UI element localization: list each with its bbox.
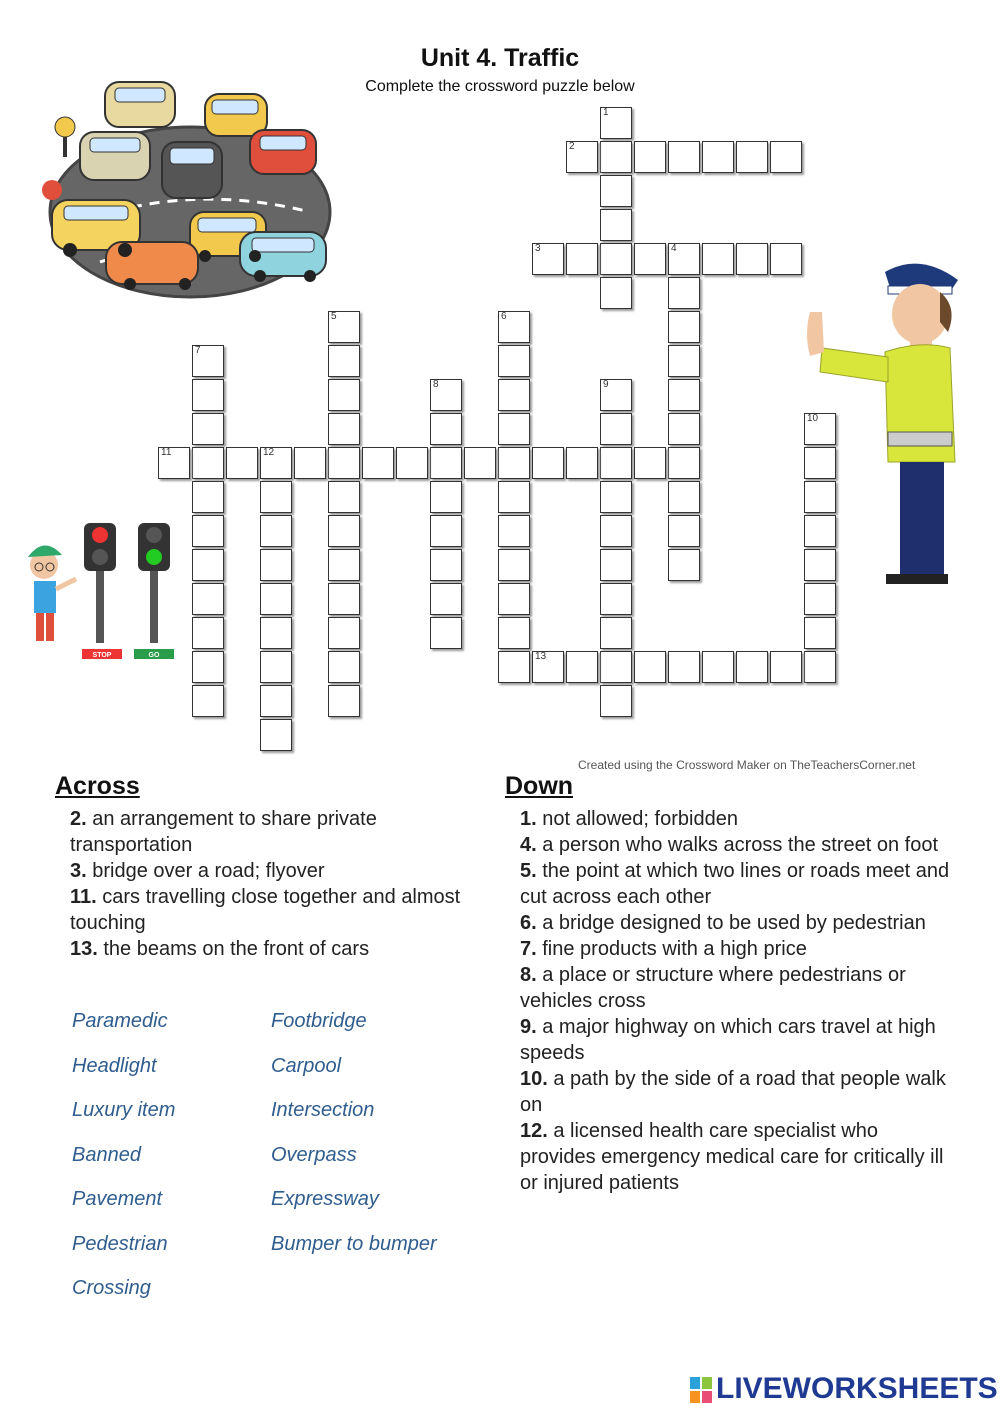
crossword-cell-input[interactable] — [329, 312, 359, 342]
liveworksheets-mark-icon — [690, 1377, 712, 1403]
crossword-cell[interactable] — [260, 549, 292, 581]
crossword-cell-input[interactable] — [431, 448, 461, 478]
crossword-cell-input[interactable] — [737, 142, 767, 172]
word-bank-item: Crossing — [72, 1277, 151, 1299]
crossword-cell-input[interactable] — [499, 516, 529, 546]
crossword-cell[interactable] — [600, 413, 632, 445]
word-bank-item: Bumper to bumper — [271, 1232, 437, 1255]
traffic-jam-illustration — [40, 62, 340, 302]
crossword-cell[interactable] — [158, 447, 190, 479]
crossword-cell[interactable] — [328, 583, 360, 615]
crossword-cell[interactable] — [430, 549, 462, 581]
crossword-cell[interactable] — [192, 379, 224, 411]
crossword-cell-input[interactable] — [805, 618, 835, 648]
clue-number: 13. — [70, 938, 98, 960]
crossword-cell-input[interactable] — [261, 686, 291, 716]
clue-number: 10. — [520, 1068, 548, 1090]
crossword-cell[interactable] — [362, 447, 394, 479]
down-clues — [520, 806, 950, 1196]
crossword-cell-input[interactable] — [669, 142, 699, 172]
crossword-cell-input[interactable] — [737, 652, 767, 682]
down-clue — [520, 936, 950, 962]
crossword-cell-input[interactable] — [635, 448, 665, 478]
crossword-cell-input[interactable] — [329, 584, 359, 614]
crossword-cell[interactable] — [668, 243, 700, 275]
crossword-cell-input[interactable] — [669, 244, 699, 274]
crossword-cell-number: 5 — [331, 311, 337, 322]
crossword-cell[interactable] — [328, 447, 360, 479]
crossword-cell-input[interactable] — [329, 516, 359, 546]
crossword-cell[interactable] — [192, 617, 224, 649]
crossword-cell[interactable] — [600, 481, 632, 513]
crossword-cell-input[interactable] — [601, 210, 631, 240]
crossword-cell-input[interactable] — [669, 346, 699, 376]
crossword-cell[interactable] — [498, 651, 530, 683]
crossword-cell-input[interactable] — [601, 686, 631, 716]
crossword-cell-input[interactable] — [261, 584, 291, 614]
crossword-cell[interactable] — [498, 515, 530, 547]
clue-text: fine products with a high price — [536, 938, 807, 960]
crossword-cell-input[interactable] — [431, 482, 461, 512]
crossword-cell-input[interactable] — [193, 618, 223, 648]
clue-number: 9. — [520, 1016, 537, 1038]
crossword-cell-input[interactable] — [567, 448, 597, 478]
clue-text: a person who walks across the street on foot — [536, 834, 939, 856]
crossword-cell[interactable] — [668, 379, 700, 411]
crossword-cell[interactable] — [498, 379, 530, 411]
crossword-cell-input[interactable] — [431, 516, 461, 546]
page-subtitle: Complete the crossword puzzle below — [365, 78, 635, 95]
crossword-cell-input[interactable] — [431, 550, 461, 580]
crossword-cell-input[interactable] — [499, 652, 529, 682]
word-bank-item: Pedestrian — [72, 1232, 168, 1255]
crossword-cell[interactable] — [736, 651, 768, 683]
crossword-cell-input[interactable] — [601, 380, 631, 410]
crossword-cell[interactable] — [430, 515, 462, 547]
crossword-cell[interactable] — [192, 345, 224, 377]
crossword-cell-input[interactable] — [669, 482, 699, 512]
crossword-cell[interactable] — [668, 311, 700, 343]
crossword-cell-input[interactable] — [397, 448, 427, 478]
crossword-cell[interactable] — [192, 413, 224, 445]
crossword-cell[interactable] — [328, 345, 360, 377]
crossword-cell[interactable] — [498, 617, 530, 649]
page-title: Unit 4. Traffic — [420, 44, 580, 72]
crossword-cell[interactable] — [600, 447, 632, 479]
crossword-cell-input[interactable] — [499, 550, 529, 580]
crossword-cell[interactable] — [192, 685, 224, 717]
crossword-cell[interactable] — [498, 549, 530, 581]
crossword-cell-input[interactable] — [567, 652, 597, 682]
clue-number: 12. — [520, 1120, 548, 1142]
clue-number: 7. — [520, 938, 537, 960]
crossword-cell-number: 7 — [195, 345, 201, 356]
crossword-cell[interactable] — [192, 583, 224, 615]
crossword-cell-input[interactable] — [329, 482, 359, 512]
crossword-cell-input[interactable] — [669, 550, 699, 580]
crossword-cell-input[interactable] — [329, 448, 359, 478]
crossword-cell-input[interactable] — [499, 584, 529, 614]
crossword-cell-input[interactable] — [261, 482, 291, 512]
crossword-cell[interactable] — [600, 515, 632, 547]
crossword-cell-input[interactable] — [193, 686, 223, 716]
crossword-cell-input[interactable] — [193, 448, 223, 478]
crossword-cell-input[interactable] — [533, 652, 563, 682]
clue-text: an arrangement to share private transportation — [70, 808, 377, 856]
crossword-cell[interactable] — [226, 447, 258, 479]
boy-traffic-lights-illustration — [24, 515, 184, 665]
crossword-cell-input[interactable] — [431, 380, 461, 410]
crossword-cell-input[interactable] — [431, 584, 461, 614]
crossword-cell-input[interactable] — [771, 652, 801, 682]
crossword-cell-input[interactable] — [193, 652, 223, 682]
down-clue — [520, 806, 950, 832]
crossword-cell-number: 12 — [263, 447, 275, 458]
crossword-cell-input[interactable] — [329, 618, 359, 648]
crossword-cell-input[interactable] — [261, 618, 291, 648]
crossword-cell-input[interactable] — [703, 244, 733, 274]
crossword-cell-input[interactable] — [703, 142, 733, 172]
word-bank-item: Banned — [72, 1143, 141, 1166]
word-bank-item: Carpool — [271, 1054, 342, 1077]
clue-text: a place or structure where pedestrians or vehicles cross — [520, 964, 906, 1012]
clue-number: 5. — [520, 860, 537, 882]
down-clue — [520, 1118, 950, 1196]
crossword-cell[interactable] — [566, 651, 598, 683]
crossword-cell-input[interactable] — [193, 482, 223, 512]
crossword-cell-input[interactable] — [329, 346, 359, 376]
across-clue — [70, 858, 470, 884]
across-clues — [70, 806, 470, 962]
crossword-cell-input[interactable] — [533, 448, 563, 478]
word-bank-item: Expressway — [271, 1188, 379, 1210]
crossword-cell-input[interactable] — [669, 652, 699, 682]
crossword-cell[interactable] — [328, 549, 360, 581]
crossword-cell[interactable] — [532, 651, 564, 683]
crossword-cell[interactable] — [668, 345, 700, 377]
crossword-cell[interactable] — [328, 379, 360, 411]
down-clue — [520, 1014, 950, 1066]
crossword-cell-input[interactable] — [669, 414, 699, 444]
crossword-cell[interactable] — [600, 277, 632, 309]
crossword-cell[interactable] — [430, 617, 462, 649]
crossword-cell[interactable] — [702, 141, 734, 173]
crossword-cell-input[interactable] — [669, 278, 699, 308]
clue-text: bridge over a road; flyover — [86, 860, 325, 882]
crossword-cell[interactable] — [498, 311, 530, 343]
crossword-cell[interactable] — [668, 515, 700, 547]
crossword-cell[interactable] — [600, 651, 632, 683]
down-clue — [520, 910, 950, 936]
crossword-cell[interactable] — [430, 583, 462, 615]
crossword-cell[interactable] — [328, 651, 360, 683]
clue-number: 1. — [520, 808, 537, 830]
crossword-cell[interactable] — [600, 617, 632, 649]
crossword-cell[interactable] — [634, 243, 666, 275]
crossword-cell-input[interactable] — [805, 652, 835, 682]
crossword-cell-number: 13 — [535, 651, 547, 662]
crossword-cell[interactable] — [600, 583, 632, 615]
crossword-cell-input[interactable] — [499, 448, 529, 478]
crossword-cell[interactable] — [770, 651, 802, 683]
crossword-cell[interactable] — [702, 243, 734, 275]
crossword-cell[interactable] — [566, 141, 598, 173]
crossword-cell-input[interactable] — [601, 618, 631, 648]
crossword-cell-input[interactable] — [363, 448, 393, 478]
clue-text: the point at which two lines or roads meet and cut across each other — [520, 860, 950, 908]
crossword-cell-input[interactable] — [703, 652, 733, 682]
crossword-cell-input[interactable] — [261, 720, 291, 750]
crossword-cell[interactable] — [634, 141, 666, 173]
crossword-cell-input[interactable] — [499, 618, 529, 648]
crossword-cell[interactable] — [328, 311, 360, 343]
crossword-cell[interactable] — [328, 481, 360, 513]
crossword-cell[interactable] — [260, 685, 292, 717]
crossword-cell[interactable] — [192, 447, 224, 479]
crossword-cell-input[interactable] — [635, 652, 665, 682]
crossword-cell[interactable] — [566, 447, 598, 479]
down-clue — [520, 1066, 950, 1118]
crossword-cell[interactable] — [668, 277, 700, 309]
crossword-cell-input[interactable] — [601, 516, 631, 546]
crossword-cell[interactable] — [600, 209, 632, 241]
crossword-cell-input[interactable] — [329, 686, 359, 716]
crossword-cell-input[interactable] — [601, 550, 631, 580]
crossword-cell-input[interactable] — [329, 652, 359, 682]
crossword-cell-input[interactable] — [295, 448, 325, 478]
logo-text: LIVEWORKSHEETS — [716, 1372, 998, 1405]
crossword-cell-input[interactable] — [499, 482, 529, 512]
crossword-cell-input[interactable] — [601, 108, 631, 138]
clue-number: 2. — [70, 808, 87, 830]
crossword-cell[interactable] — [702, 651, 734, 683]
crossword-cell[interactable] — [328, 617, 360, 649]
crossword-cell[interactable] — [770, 141, 802, 173]
crossword-cell-number: 8 — [433, 379, 439, 390]
crossword-cell[interactable] — [736, 141, 768, 173]
crossword-cell[interactable] — [328, 685, 360, 717]
crossword-cell[interactable] — [668, 447, 700, 479]
clue-number: 11. — [70, 886, 97, 908]
crossword-cell-input[interactable] — [193, 346, 223, 376]
crossword-cell[interactable] — [260, 515, 292, 547]
word-bank-item: Pavement — [72, 1188, 163, 1210]
liveworksheets-logo — [690, 1372, 998, 1406]
crossword-cell-input[interactable] — [669, 448, 699, 478]
crossword-cell-input[interactable] — [601, 584, 631, 614]
crossword-cell-input[interactable] — [159, 448, 189, 478]
crossword-cell-input[interactable] — [601, 414, 631, 444]
clue-text: a major highway on which cars travel at high speeds — [520, 1016, 936, 1064]
crossword-cell-input[interactable] — [601, 448, 631, 478]
down-clue — [520, 858, 950, 910]
crossword-cell-input[interactable] — [329, 550, 359, 580]
crossword-cell[interactable] — [396, 447, 428, 479]
word-bank-item: Footbridge — [271, 1010, 367, 1032]
crossword-cell-input[interactable] — [499, 346, 529, 376]
credit-text: Created using the Crossword Maker on TheTeachersCorner.net — [578, 758, 916, 772]
crossword-cell[interactable] — [736, 243, 768, 275]
crossword-cell[interactable] — [532, 447, 564, 479]
crossword-cell[interactable] — [668, 651, 700, 683]
crossword-cell[interactable] — [600, 107, 632, 139]
clue-text: a bridge designed to be used by pedestrian — [536, 912, 926, 934]
crossword-cell-input[interactable] — [193, 414, 223, 444]
word-bank-item: Headlight — [72, 1054, 157, 1077]
crossword-cell-number: 10 — [807, 413, 819, 424]
crossword-cell-input[interactable] — [499, 380, 529, 410]
crossword-cell-input[interactable] — [601, 176, 631, 206]
crossword-cell-input[interactable] — [635, 244, 665, 274]
crossword-cell[interactable] — [804, 617, 836, 649]
crossword-cell[interactable] — [600, 243, 632, 275]
clue-text: a licensed health care specialist who provides emergency medical care for critically ill or injured patients — [520, 1120, 944, 1194]
crossword-cell-input[interactable] — [193, 516, 223, 546]
go-sign-label: GO — [148, 652, 160, 659]
crossword-cell-number: 3 — [535, 243, 541, 254]
crossword-cell-input[interactable] — [227, 448, 257, 478]
crossword-cell[interactable] — [804, 651, 836, 683]
crossword-cell-number: 11 — [161, 447, 172, 458]
crossword-cell[interactable] — [430, 413, 462, 445]
crossword-cell-input[interactable] — [499, 414, 529, 444]
word-bank-item: Luxury item — [72, 1099, 176, 1121]
crossword-cell-input[interactable] — [261, 448, 291, 478]
crossword-cell-input[interactable] — [329, 380, 359, 410]
crossword-cell-input[interactable] — [601, 278, 631, 308]
crossword-cell[interactable] — [566, 243, 598, 275]
crossword-cell-input[interactable] — [771, 244, 801, 274]
crossword-cell-input[interactable] — [601, 482, 631, 512]
crossword-cell-input[interactable] — [567, 244, 597, 274]
across-clue — [70, 936, 470, 962]
crossword-cell[interactable] — [464, 447, 496, 479]
crossword-cell-input[interactable] — [737, 244, 767, 274]
crossword-cell[interactable] — [260, 719, 292, 751]
crossword-cell-input[interactable] — [261, 516, 291, 546]
crossword-cell-input[interactable] — [193, 584, 223, 614]
clue-number: 6. — [520, 912, 537, 934]
crossword-cell[interactable] — [600, 549, 632, 581]
crossword-cell-input[interactable] — [635, 142, 665, 172]
crossword-cell[interactable] — [668, 141, 700, 173]
crossword-cell[interactable] — [600, 685, 632, 717]
crossword-cell-input[interactable] — [533, 244, 563, 274]
crossword-cell[interactable] — [600, 175, 632, 207]
word-bank-item: Intersection — [271, 1099, 375, 1121]
crossword-cell-input[interactable] — [193, 550, 223, 580]
crossword-cell[interactable] — [328, 413, 360, 445]
clue-number: 3. — [70, 860, 87, 882]
down-clue — [520, 832, 950, 858]
clue-number: 8. — [520, 964, 537, 986]
crossword-cell[interactable] — [260, 651, 292, 683]
crossword-cell[interactable] — [430, 481, 462, 513]
across-clue — [70, 884, 470, 936]
crossword-cell[interactable] — [634, 447, 666, 479]
crossword-cell[interactable] — [192, 515, 224, 547]
crossword-cell[interactable] — [498, 345, 530, 377]
crossword-cell-number: 9 — [603, 379, 609, 390]
clue-text: the beams on the front of cars — [97, 938, 370, 960]
crossword-cell-input[interactable] — [499, 312, 529, 342]
across-clue — [70, 806, 470, 858]
crossword-cell[interactable] — [260, 481, 292, 513]
down-heading: Down — [505, 772, 574, 800]
clue-text: not allowed; forbidden — [536, 808, 738, 830]
crossword-cell-number: 1 — [603, 107, 609, 118]
word-bank-item: Overpass — [271, 1143, 357, 1166]
crossword-cell-input[interactable] — [431, 618, 461, 648]
crossword-cell[interactable] — [498, 447, 530, 479]
crossword-cell[interactable] — [430, 379, 462, 411]
crossword-cell-input[interactable] — [431, 414, 461, 444]
crossword-cell-input[interactable] — [601, 244, 631, 274]
stop-sign-label: STOP — [92, 652, 112, 659]
crossword-cell-input[interactable] — [261, 652, 291, 682]
crossword-cell-input[interactable] — [465, 448, 495, 478]
crossword-cell[interactable] — [498, 583, 530, 615]
crossword-cell[interactable] — [498, 481, 530, 513]
clue-text: cars travelling close together and almost touching — [70, 886, 461, 934]
crossword-cell[interactable] — [634, 651, 666, 683]
clue-text: a path by the side of a road that people walk on — [520, 1068, 946, 1116]
crossword-cell-number: 4 — [671, 243, 677, 254]
crossword-cell[interactable] — [294, 447, 326, 479]
crossword-cell-input[interactable] — [669, 380, 699, 410]
crossword-cell-input[interactable] — [329, 414, 359, 444]
crossword-cell-input[interactable] — [669, 312, 699, 342]
crossword-cell[interactable] — [770, 243, 802, 275]
crossword-cell-number: 2 — [569, 141, 575, 152]
crossword-cell[interactable] — [260, 583, 292, 615]
crossword-cell[interactable] — [600, 379, 632, 411]
police-officer-illustration — [800, 252, 970, 592]
across-heading: Across — [55, 772, 140, 800]
crossword-cell-input[interactable] — [669, 516, 699, 546]
crossword-cell[interactable] — [600, 141, 632, 173]
crossword-cell[interactable] — [668, 481, 700, 513]
down-clue — [520, 962, 950, 1014]
crossword-cell[interactable] — [192, 651, 224, 683]
crossword-cell-number: 6 — [501, 311, 507, 322]
crossword-cell[interactable] — [668, 549, 700, 581]
clue-number: 4. — [520, 834, 537, 856]
crossword-cell-input[interactable] — [771, 142, 801, 172]
crossword-cell-input[interactable] — [601, 652, 631, 682]
crossword-cell[interactable] — [192, 549, 224, 581]
crossword-cell-input[interactable] — [567, 142, 597, 172]
crossword-cell-input[interactable] — [261, 550, 291, 580]
crossword-cell[interactable] — [430, 447, 462, 479]
crossword-cell[interactable] — [668, 413, 700, 445]
crossword-cell[interactable] — [328, 515, 360, 547]
crossword-cell[interactable] — [260, 617, 292, 649]
crossword-cell-input[interactable] — [193, 380, 223, 410]
word-bank-item: Paramedic — [72, 1010, 168, 1032]
crossword-cell[interactable] — [192, 481, 224, 513]
crossword-cell[interactable] — [532, 243, 564, 275]
crossword-cell-input[interactable] — [601, 142, 631, 172]
crossword-cell[interactable] — [498, 413, 530, 445]
crossword-cell[interactable] — [260, 447, 292, 479]
